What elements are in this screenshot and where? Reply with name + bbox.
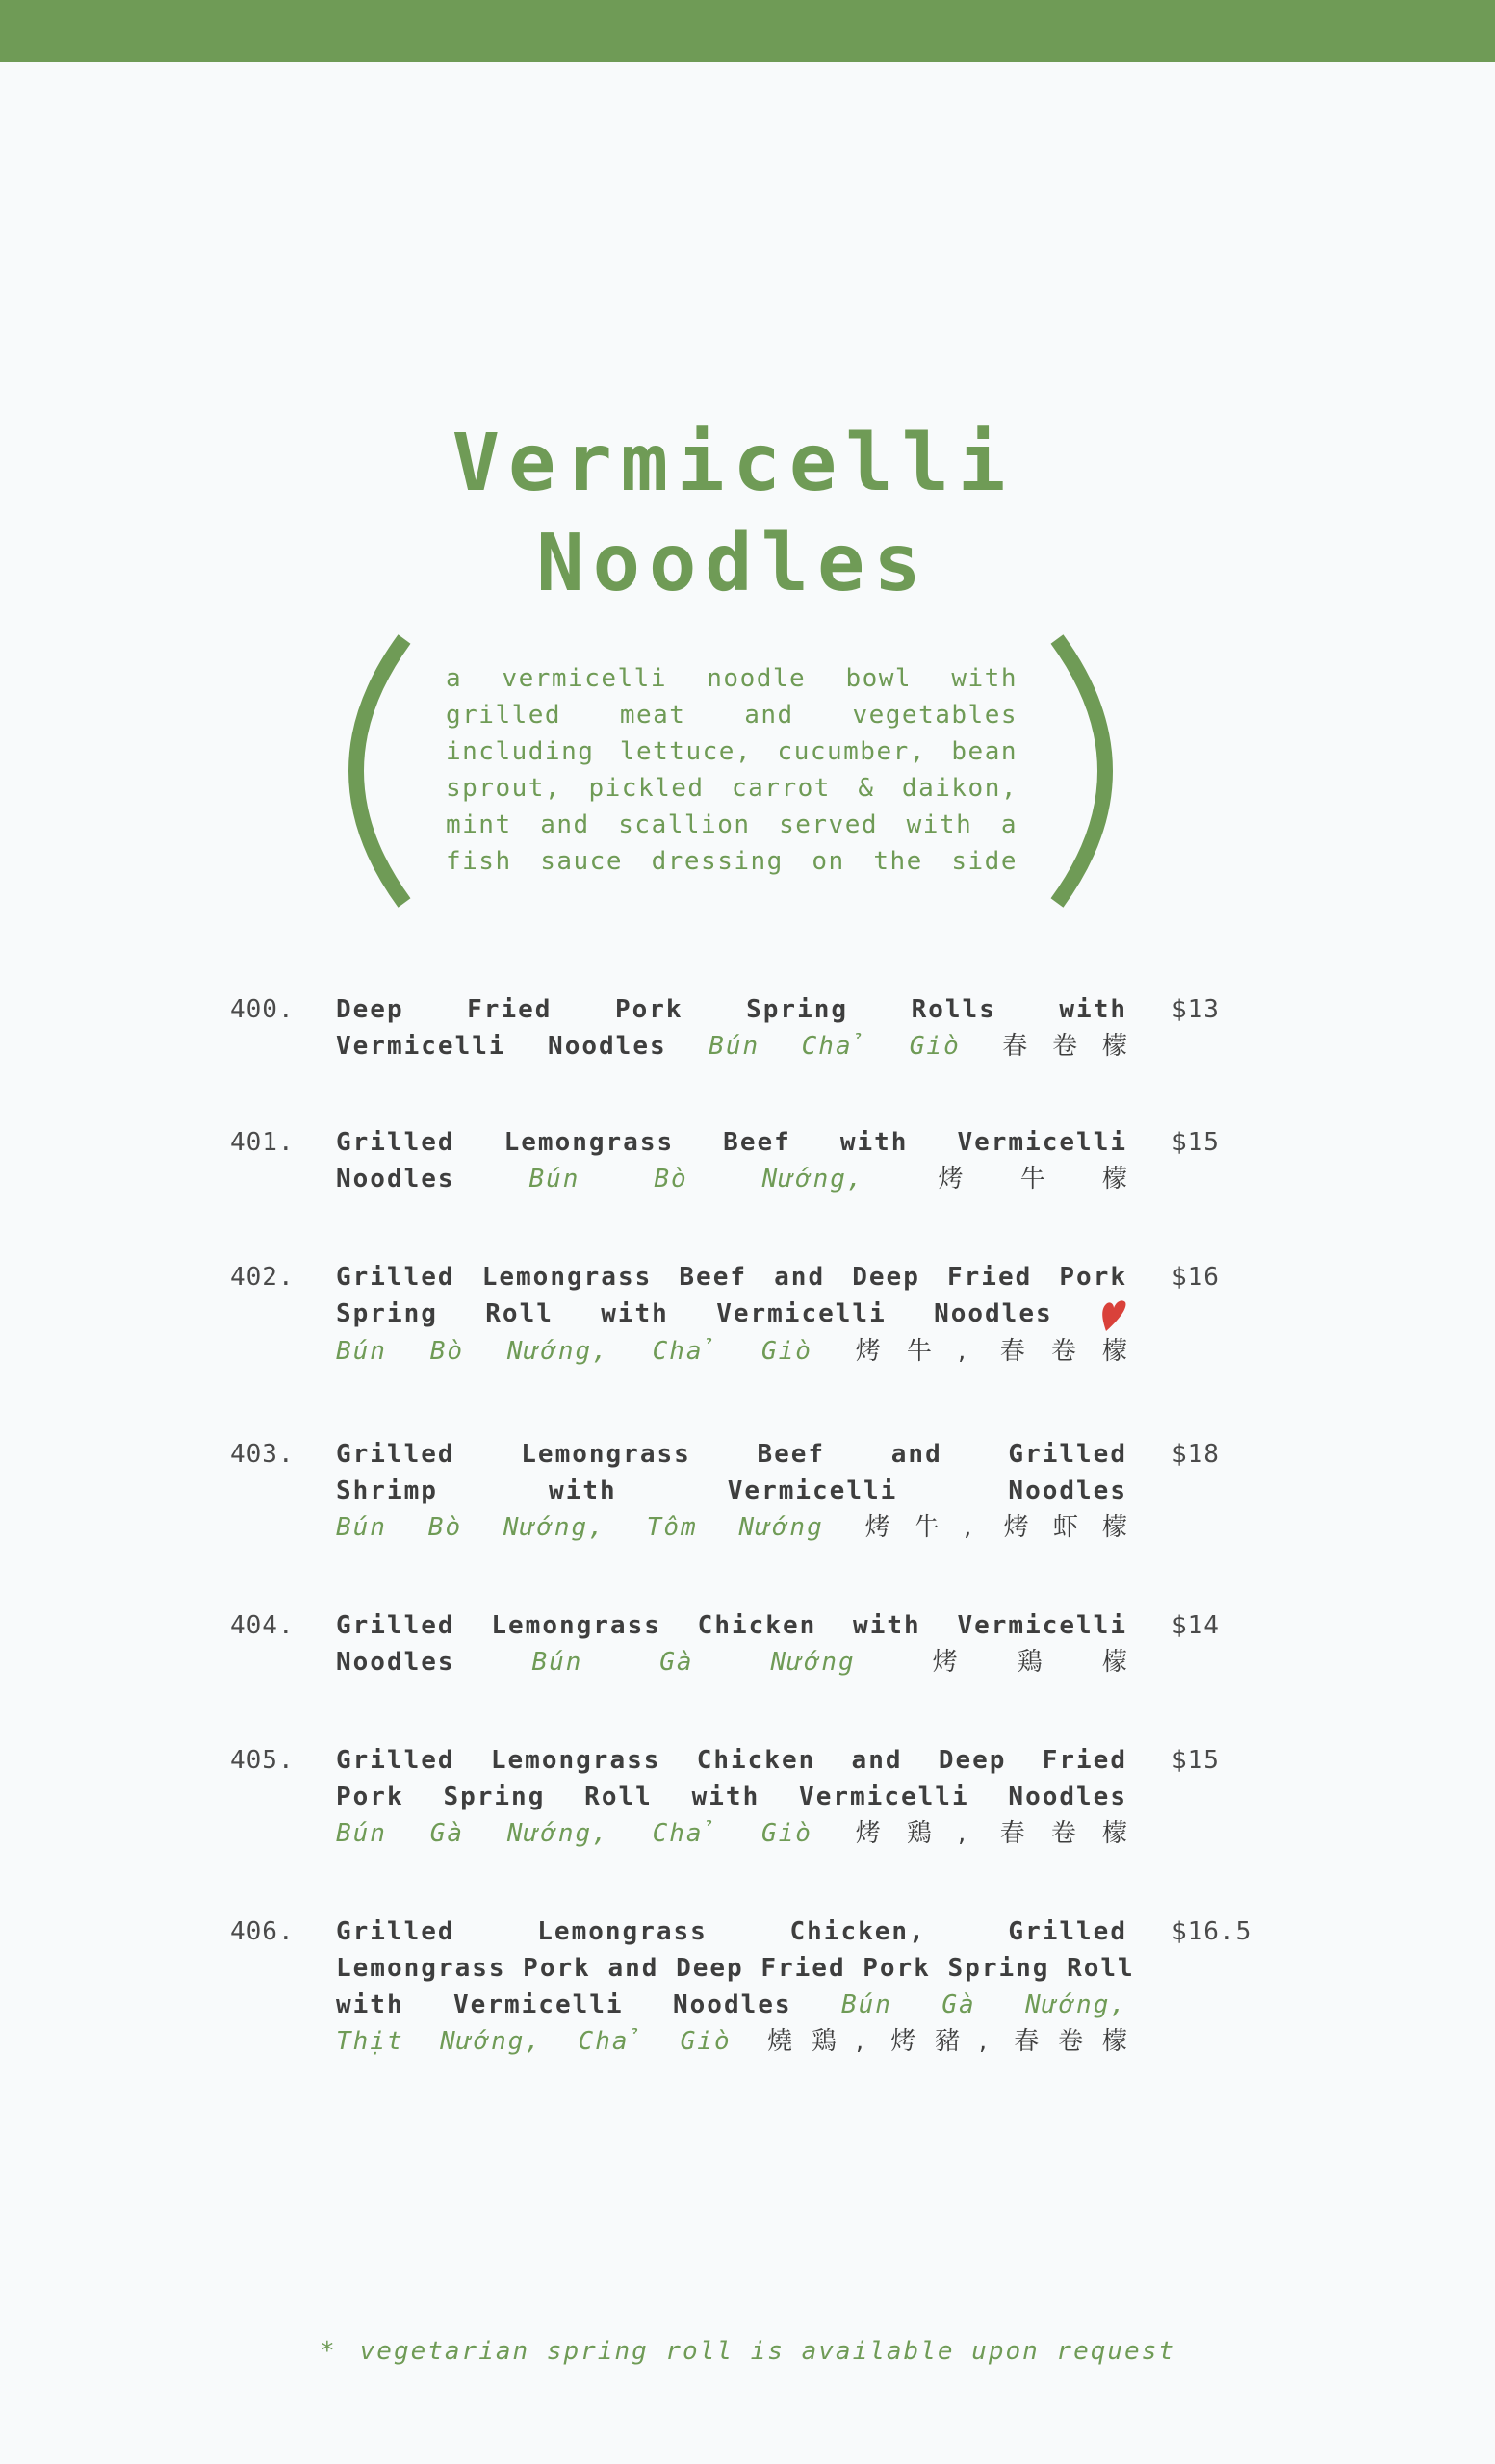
english-name: Spring Roll with Vermicelli Noodles: [336, 1299, 1053, 1328]
item-number: 404.: [230, 1611, 295, 1640]
english-name: Deep Fried Pork Spring Rolls with: [336, 995, 1127, 1024]
footnote: [0, 2333, 1495, 2370]
item-name-line: [336, 1509, 1127, 1546]
vietnamese-name: Bún Gà Nướng,: [840, 1990, 1128, 2019]
description-line: mint and scallion served with a: [446, 810, 1018, 839]
item-price: $13: [1172, 995, 1220, 1024]
item-name-line: [336, 1028, 1127, 1065]
item-name: [336, 1124, 1127, 1197]
description-line: fish sauce dressing on the side: [446, 847, 1018, 876]
item-name-line: [336, 1779, 1127, 1815]
english-name: Grilled Lemongrass Chicken and Deep Fried: [336, 1746, 1127, 1775]
left-bracket-icon: [327, 631, 414, 911]
chinese-name: 烤牛檬: [938, 1165, 1127, 1194]
item-name: [336, 1742, 1127, 1852]
item-number: 402.: [230, 1263, 295, 1292]
vietnamese-name: Bún Chả Giò: [709, 1032, 961, 1061]
item-name-line: [336, 1124, 1127, 1161]
item-name: [336, 1607, 1127, 1681]
chinese-name: 烤鶏, 春卷檬: [855, 1819, 1128, 1848]
heart-icon: [1100, 1296, 1127, 1333]
chinese-name: 烤牛, 烤虾檬: [864, 1513, 1128, 1542]
right-bracket-icon: [1047, 631, 1134, 911]
item-name-line: [336, 2023, 1127, 2060]
english-name: Grilled Lemongrass Beef and Deep Fried Pork: [336, 1263, 1127, 1292]
english-name: with Vermicelli Noodles: [336, 1990, 792, 2019]
item-name-line: [336, 1259, 1127, 1296]
english-name: Shrimp with Vermicelli Noodles: [336, 1476, 1127, 1505]
item-name-line: [336, 991, 1127, 1028]
description-line: sprout, pickled carrot & daikon,: [446, 774, 1018, 803]
item-name-line: [336, 1473, 1127, 1509]
item-name-line: [336, 1950, 1135, 1987]
item-number: 403.: [230, 1440, 295, 1469]
english-name: Pork Spring Roll with Vermicelli Noodles: [336, 1783, 1127, 1811]
english-name: Grilled Lemongrass Beef and Grilled: [336, 1440, 1127, 1469]
chinese-name: 春卷檬: [1002, 1032, 1128, 1061]
chinese-name: 烤牛, 春卷檬: [855, 1336, 1128, 1366]
title-line-1: Vermicelli: [451, 418, 1015, 509]
item-name-line: [336, 1296, 1127, 1333]
item-price: $14: [1172, 1611, 1220, 1640]
footnote-text: vegetarian spring roll is available upon request: [359, 2337, 1175, 2366]
footnote-symbol: *: [319, 2337, 337, 2366]
description-line: grilled meat and vegetables: [446, 701, 1018, 730]
item-name-line: [336, 1742, 1127, 1779]
vietnamese-name: Bún Bò Nướng,: [528, 1165, 864, 1194]
item-name-line: [336, 1607, 1127, 1644]
vietnamese-name: Bún Bò Nướng, Tôm Nướng: [336, 1513, 824, 1542]
item-price: $16.5: [1172, 1917, 1252, 1946]
title-line-2: Noodles: [536, 518, 930, 609]
vietnamese-name: Bún Gà Nướng: [531, 1648, 856, 1677]
item-price: $16: [1172, 1263, 1220, 1292]
item-number: 406.: [230, 1917, 295, 1946]
item-name: [336, 991, 1127, 1065]
item-price: $15: [1172, 1128, 1220, 1157]
item-number: 401.: [230, 1128, 295, 1157]
page-title: [0, 414, 1466, 614]
item-name: [336, 1259, 1127, 1370]
english-name: Lemongrass Pork and Deep Fried Pork Spring Roll: [336, 1954, 1135, 1983]
item-number: 405.: [230, 1746, 295, 1775]
vietnamese-name: Bún Bò Nướng, Chả Giò: [336, 1336, 812, 1366]
description-line: a vermicelli noodle bowl with: [446, 664, 1018, 693]
item-name: [336, 1913, 1135, 2060]
chinese-name: 烤鶏檬: [932, 1648, 1128, 1677]
english-name: Vermicelli Noodles: [336, 1032, 667, 1061]
english-name: Noodles: [336, 1648, 455, 1677]
item-price: $15: [1172, 1746, 1220, 1775]
chinese-name: 燒鶏, 烤豬, 春卷檬: [767, 2027, 1128, 2056]
english-name: Grilled Lemongrass Beef with Vermicelli: [336, 1128, 1127, 1157]
item-number: 400.: [230, 995, 295, 1024]
english-name: Grilled Lemongrass Chicken, Grilled: [336, 1917, 1127, 1946]
vietnamese-name: Thịt Nướng, Chả Giò: [336, 2027, 732, 2056]
description-line: including lettuce, cucumber, bean: [446, 737, 1018, 766]
english-name: Grilled Lemongrass Chicken with Vermicelli: [336, 1611, 1127, 1640]
vietnamese-name: Bún Gà Nướng, Chả Giò: [336, 1819, 812, 1848]
item-name-line: [336, 1333, 1127, 1370]
item-name: [336, 1436, 1127, 1546]
item-price: $18: [1172, 1440, 1220, 1469]
item-name-line: [336, 1815, 1127, 1852]
item-name-line: [336, 1913, 1127, 1950]
item-name-line: [336, 1161, 1127, 1197]
item-name-line: [336, 1644, 1127, 1681]
item-name-line: [336, 1436, 1127, 1473]
english-name: Noodles: [336, 1165, 455, 1194]
top-accent-bar: [0, 0, 1495, 62]
dish-description: [446, 660, 1018, 880]
item-name-line: [336, 1987, 1127, 2023]
